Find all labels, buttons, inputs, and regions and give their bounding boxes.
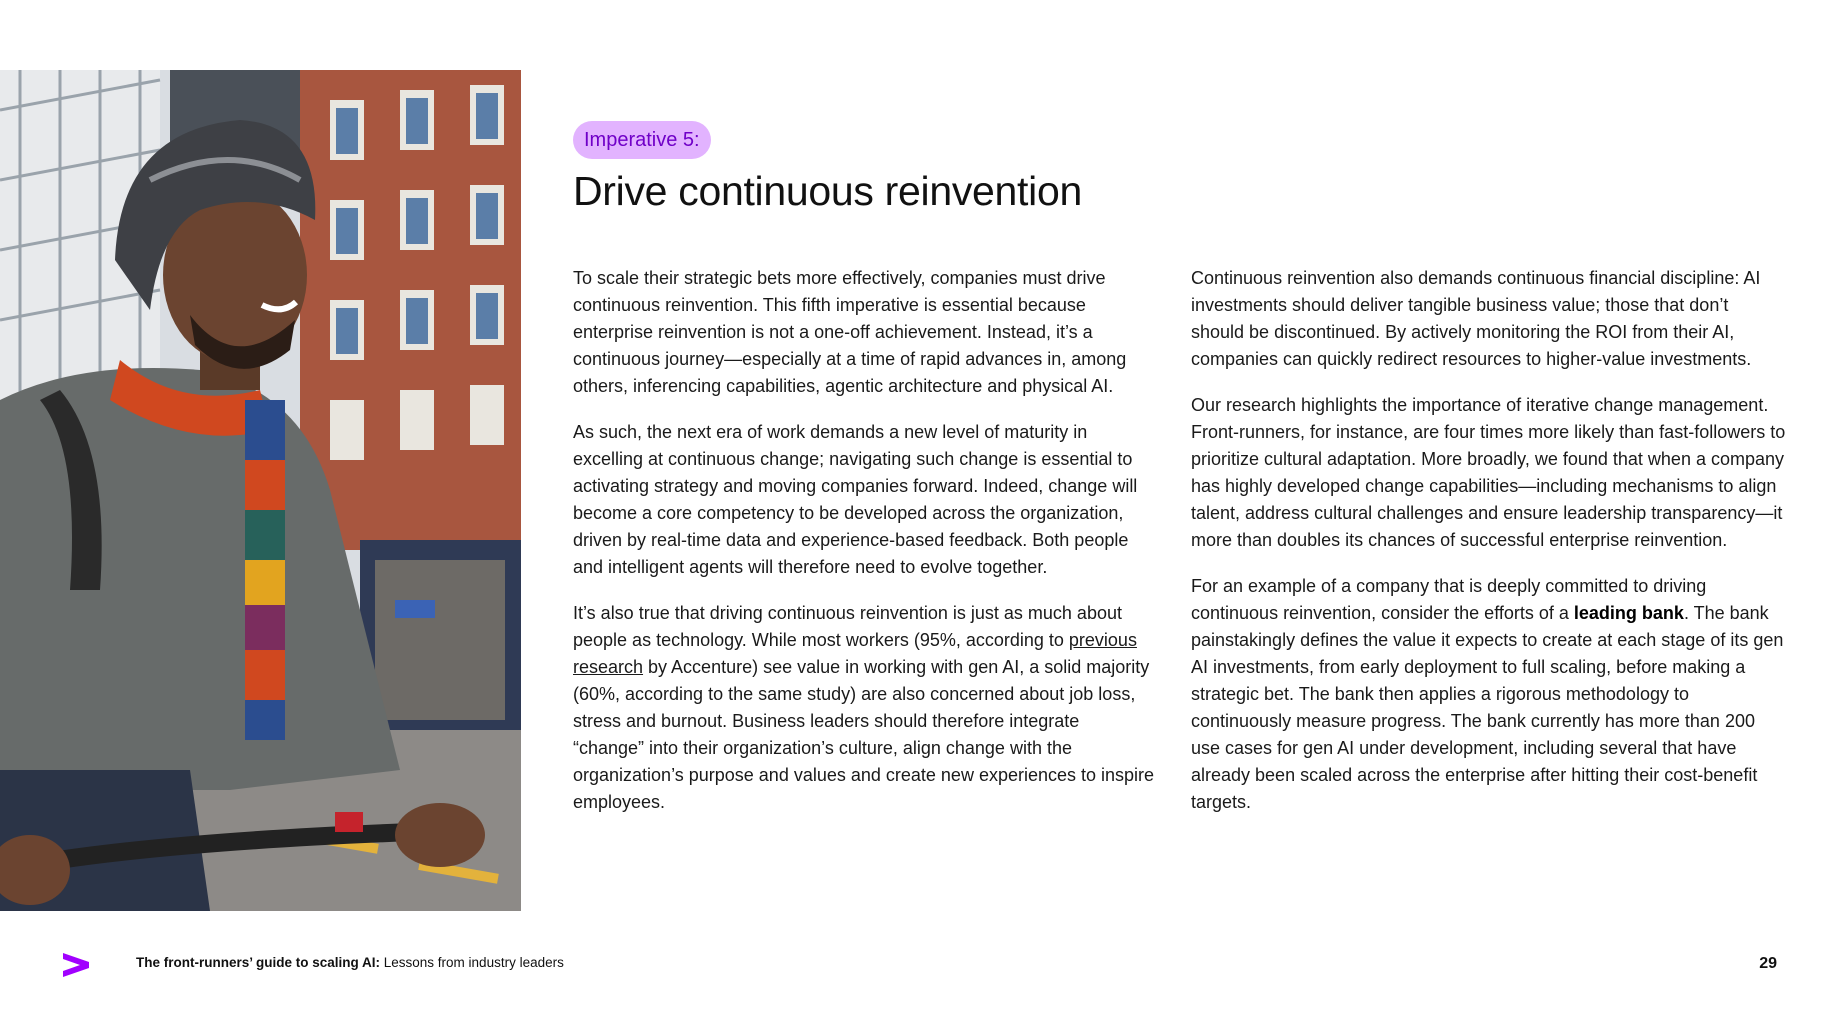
- left-paragraph-2: As such, the next era of work demands a new level of maturity in excelling at continuous change; navigating such change is essential to activating strategy and moving companies forward. Indeed, change will become a core competency to be developed across the organization, driven by real-time data and experience-based feedback. Both people and intelligent agents will therefore need to evolve together.: [573, 422, 1138, 577]
- left-paragraph-3-end: by Accenture) see value in working with gen AI, a solid majority (60%, according to the same study) are also concerned about job loss, stress and burnout. Business leaders should therefore integrate “change” into their organization’s culture, align change with the organization’s purpose and values and create new experiences to inspire employees.: [573, 657, 1155, 812]
- imperative-label: Imperative 5:: [573, 121, 711, 159]
- previous-research-link[interactable]: previous research: [573, 630, 1137, 677]
- right-paragraph-3-end: . The bank painstakingly defines the value it expects to create at each stage of its gen AI investments, from early deployment to full scaling, before making a strategic bet. The bank then applies a rigorous methodology to continuously measure progress. The bank currently has more than 200 use cases for gen AI under development, including several that have already been scaled across the enterprise after hitting their cost-benefit targets.: [1191, 603, 1784, 812]
- right-paragraph-3-start: For an example of a company that is deeply committed to driving continuous reinvention, consider the efforts of a: [1191, 576, 1707, 623]
- page-number: 29: [1759, 955, 1777, 972]
- footer-report-title: [136, 955, 564, 970]
- leading-bank-emphasis: leading bank: [1573, 603, 1684, 623]
- footer-title-rest: Lessons from industry leaders: [380, 955, 564, 970]
- cyclist-photo: [0, 70, 521, 911]
- right-paragraph-1: Continuous reinvention also demands continuous financial discipline: AI investments should deliver tangible business value; those that don’t should be discontinued. By actively monitoring the ROI from their AI, companies can quickly redirect resources to higher-value investments.: [1191, 268, 1761, 369]
- right-paragraph-2: Our research highlights the importance of iterative change management. Front-runners, for instance, are four times more likely than fast-followers to prioritize cultural adaptation. More broadly, we found that when a company has highly developed change capabilities—including mechanisms to align talent, address cultural challenges and ensure leadership transparency—it more than doubles its chances of successful enterprise reinvention.: [1191, 395, 1786, 550]
- right-paragraph-3: [1191, 573, 1786, 816]
- left-paragraph-3-start: It’s also true that driving continuous reinvention is just as much about people as technology. While most workers (95%, according to: [573, 603, 1122, 650]
- footer-title-bold: The front-runners’ guide to scaling AI:: [136, 955, 381, 970]
- right-column: [1191, 265, 1786, 835]
- accenture-chevron-logo: [63, 953, 89, 977]
- left-paragraph-1: To scale their strategic bets more effectively, companies must drive continuous reinvention. This fifth imperative is essential because enterprise reinvention is not a one-off achievement. Instead, it’s a continuous journey—especially at a time of rapid advances in, among others, inferencing capabilities, agentic architecture and physical AI.: [573, 268, 1127, 396]
- page-title: Drive continuous reinvention: [573, 168, 1082, 214]
- left-paragraph-3: [573, 600, 1155, 816]
- left-column: [573, 265, 1155, 835]
